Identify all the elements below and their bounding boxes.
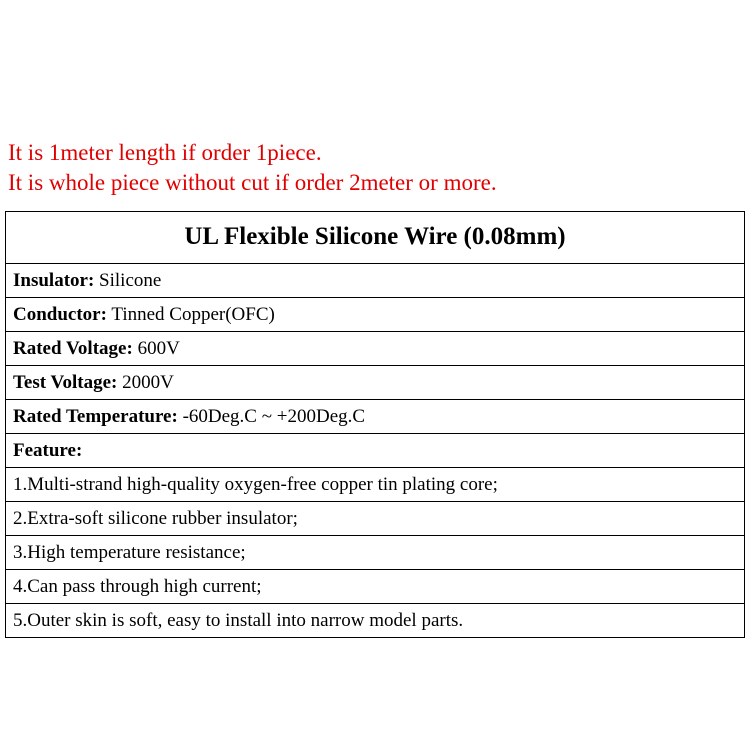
feature-item-4: 4.Can pass through high current; [6,570,744,604]
order-notice-line-2: It is whole piece without cut if order 2meter or more. [8,170,497,195]
feature-item-3: 3.High temperature resistance; [6,536,744,570]
spec-label-feature: Feature: [13,440,83,461]
spec-value-insulator: Silicone [99,270,162,291]
spec-label-rated-temperature: Rated Temperature: [13,406,178,427]
feature-item-1: 1.Multi-strand high-quality oxygen-free copper tin plating core; [6,468,744,502]
spec-row-rated-voltage [6,332,744,366]
spec-value-conductor: Tinned Copper(OFC) [111,304,275,325]
spec-value-rated-voltage: 600V [137,338,180,359]
spec-label-test-voltage: Test Voltage: [13,372,118,393]
spec-row-test-voltage [6,366,744,400]
spec-label-rated-voltage: Rated Voltage: [13,338,133,359]
spec-row-rated-temperature [6,400,744,434]
spec-row-conductor [6,298,744,332]
spec-label-conductor: Conductor: [13,304,107,325]
spec-value-test-voltage: 2000V [122,372,174,393]
spec-row-feature [6,434,744,468]
order-notice-line-1: It is 1meter length if order 1piece. [8,140,322,165]
spec-row-insulator [6,264,744,298]
spec-table-title: UL Flexible Silicone Wire (0.08mm) [6,212,744,264]
spec-value-rated-temperature: -60Deg.C ~ +200Deg.C [182,406,366,427]
order-notice [8,138,742,198]
spec-label-insulator: Insulator: [13,270,95,291]
feature-item-2: 2.Extra-soft silicone rubber insulator; [6,502,744,536]
feature-item-5: 5.Outer skin is soft, easy to install into narrow model parts. [13,610,464,631]
specification-table [5,211,745,638]
